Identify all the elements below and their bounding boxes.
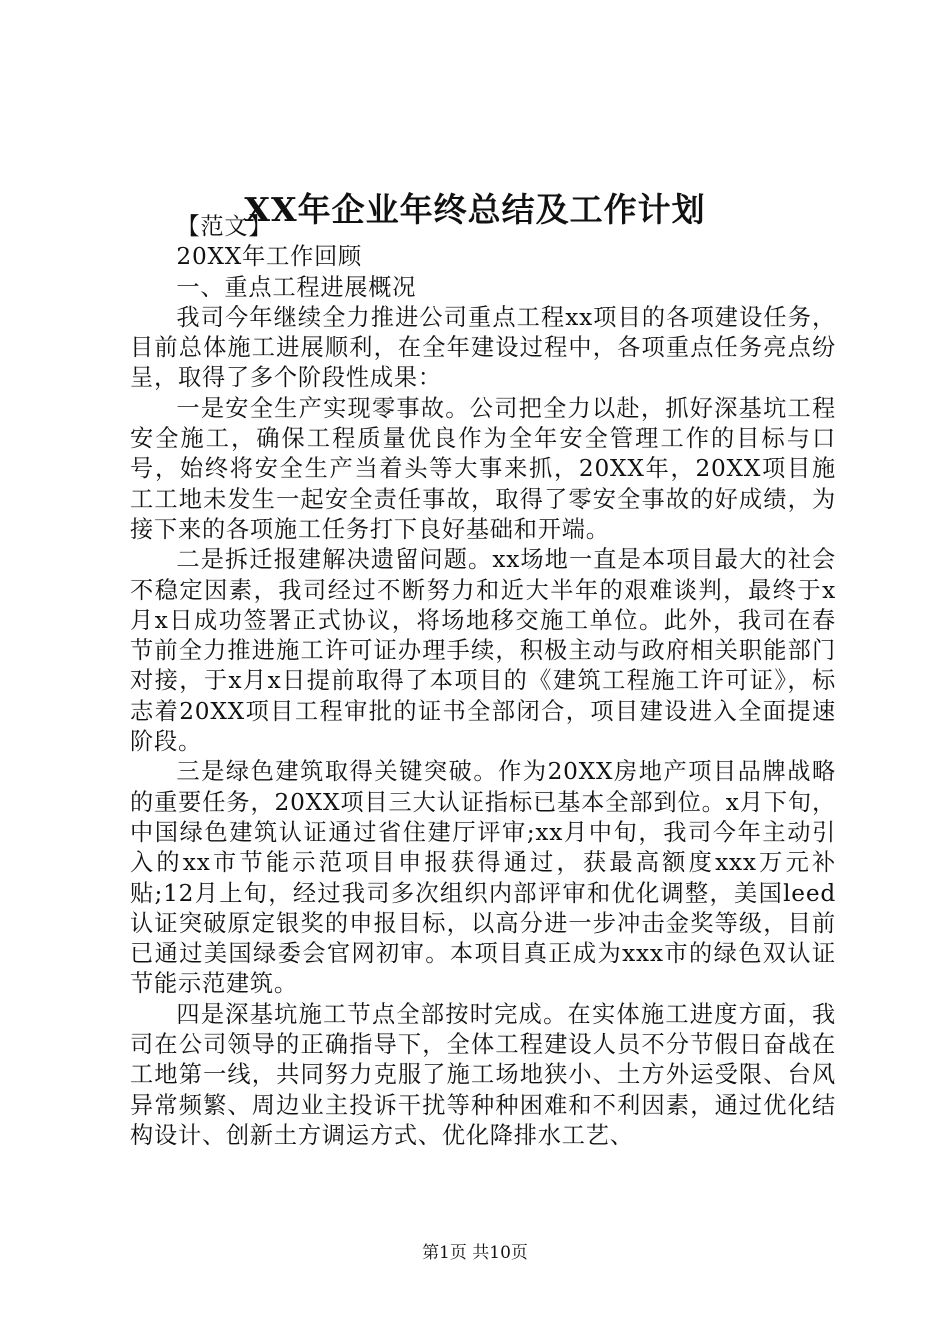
paragraph-intro: 我司今年继续全力推进公司重点工程xx项目的各项建设任务，目前总体施工进展顺利，在全年建设过程中，各项重点任务亮点纷呈，取得了多个阶段性成果： (130, 303, 836, 392)
paragraph-demolition: 二是拆迁报建解决遗留问题。xx场地一直是本项目最大的社会不稳定因素，我司经过不断努力和近大半年的艰难谈判，最终于x月x日成功签署正式协议，将场地移交施工单位。此外，我司在春节前全力推进施工许可证办理手续，积极主动与政府相关职能部门对接，于x月x日提前取得了本项目的《建筑工程施工许可证》，标志着20XX项目工程审批的证书全部闭合，项目建设进入全面提速阶段。 (130, 546, 836, 756)
paragraph-safety: 一是安全生产实现零事故。公司把全力以赴，抓好深基坑工程安全施工，确保工程质量优良作为全年安全管理工作的目标与口号，始终将安全生产当着头等大事来抓，20XX年，20XX项目施工工地未发生一起安全责任事故，取得了零安全事故的好成绩，为接下来的各项施工任务打下良好基础和开端。 (130, 394, 836, 543)
page-footer: 第1页 共10页 (422, 1243, 528, 1263)
paragraph-section-heading: 20XX年工作回顾 (176, 243, 363, 271)
paragraph-foundation: 四是深基坑施工节点全部按时完成。在实体施工进度方面，我司在公司领导的正确指导下，全体工程建设人员不分节假日奋战在工地第一线，共同努力克服了施工场地狭小、土方外运受限、台风异常频繁、周边业主投诉干扰等种种困难和不利因素，通过优化结构设计、创新土方调运方式、优化降排水工艺、 (130, 1000, 836, 1149)
document-title: XX年企业年终总结及工作计划 (244, 190, 706, 229)
document-body (130, 212, 836, 1151)
paragraph-subheading: 一、重点工程进展概况 (176, 273, 417, 301)
paragraph-label: 【范文】 (176, 213, 273, 240)
paragraph-green-building: 三是绿色建筑取得关键突破。作为20XX房地产项目品牌战略的重要任务，20XX项目三大认证指标已基本全部到位。x月下旬，中国绿色建筑认证通过省住建厅评审;xx月中旬，我司今年主动引入的xx市节能示范项目申报获得通过，获最高额度xxx万元补贴;12月上旬，经过我司多次组织内部评审和优化调整，美国leed认证突破原定银奖的申报目标，以高分进一步冲击金奖等级，目前已通过美国绿委会官网初审。本项目真正成为xxx市的绿色双认证节能示范建筑。 (130, 758, 836, 998)
